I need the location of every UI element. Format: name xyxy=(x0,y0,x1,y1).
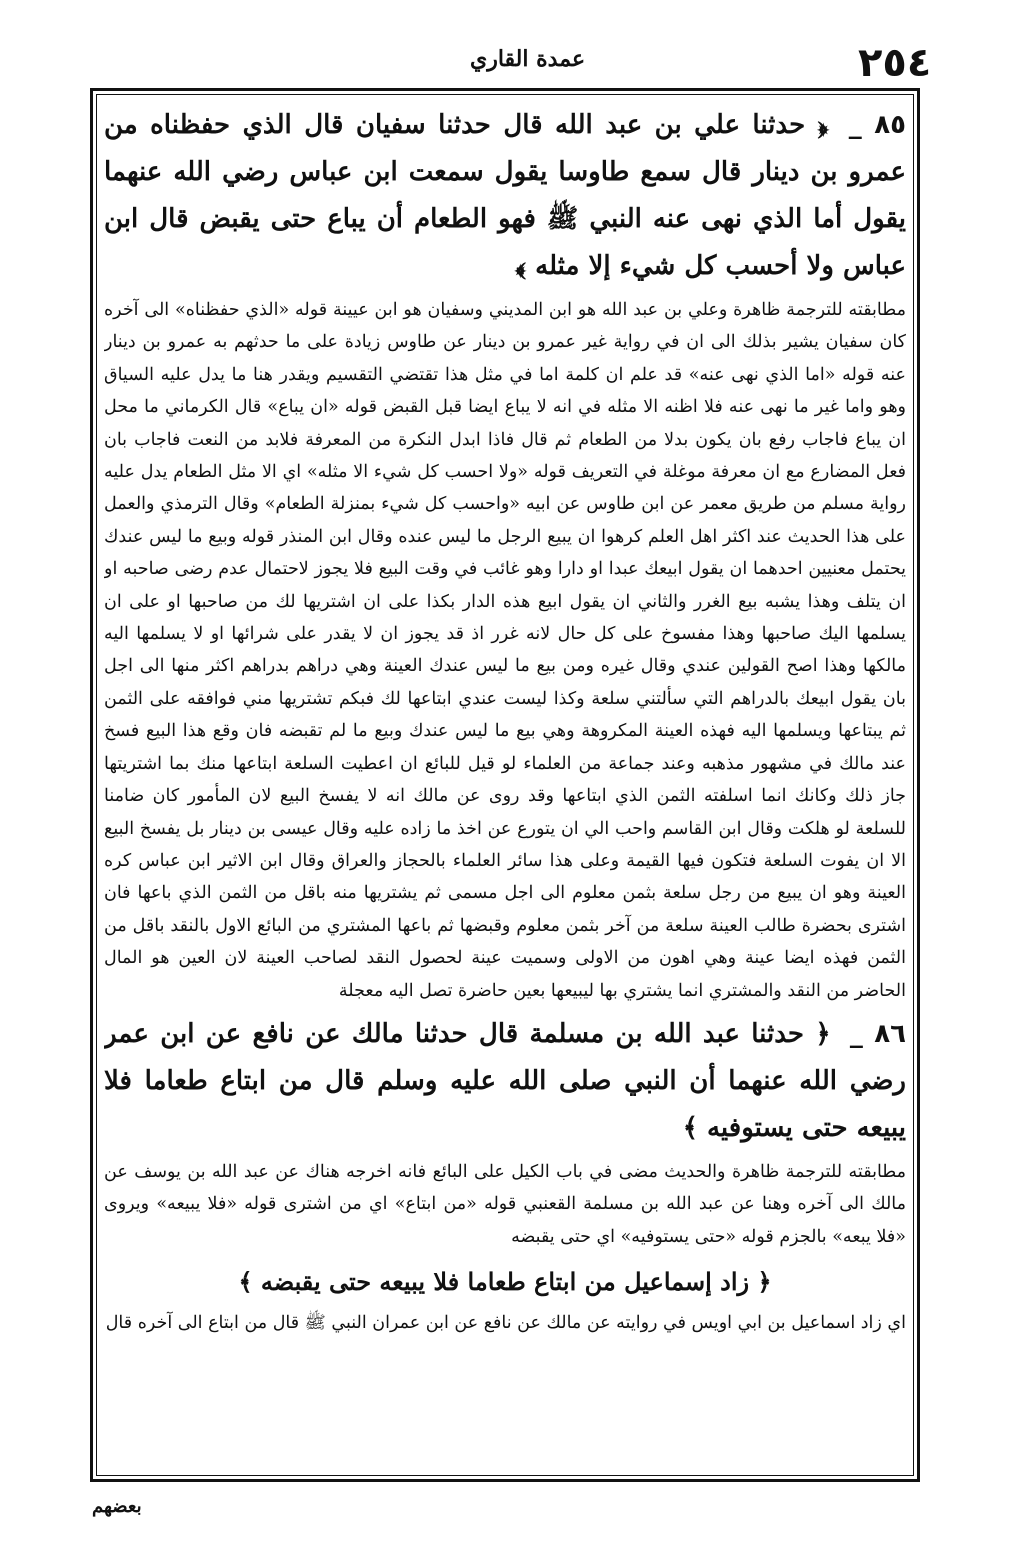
page-body xyxy=(104,102,906,1474)
hadith-85 xyxy=(104,102,906,290)
commentary-ziyada: اي زاد اسماعيل بن ابي اويس في روايته عن مالك عن نافع عن ابن عمران النبي ﷺ قال من ابتاع الى آخره قال xyxy=(105,1313,906,1334)
running-title: عمدة القاري xyxy=(470,46,586,72)
catchword: بعضهم xyxy=(92,1496,142,1517)
commentary-86: مطابقته للترجمة ظاهرة والحديث مضى في باب الكيل على البائع فانه اخرجه هناك عن عبد الله بن يوسف عن مالك الى آخره وهنا عن عبد الله بن مسلمة القعنبي قوله «من ابتاع» اي من اشترى قوله «فلا يبيعه» ويروى «فلا يبعه» بالجزم قوله «حتى يستوفيه» اي حتى يقبضه xyxy=(104,1161,906,1247)
hadith-number: ٨٦ _ xyxy=(849,1018,906,1049)
hadith-text: ﴿ حدثنا علي بن عبد الله قال حدثنا سفيان قال الذي حفظناه من عمرو بن دينار قال سمع طاوسا يقول سمعت ابن عباس رضي الله عنهما يقول أما الذي نهى عنه النبي ﷺ فهو الطعام أن يباع حتى يقبض قال ابن عباس ولا أحسب كل شيء إلا مثله ﴾ xyxy=(104,110,906,281)
hadith-text: ﴿ حدثنا عبد الله بن مسلمة قال حدثنا مالك عن نافع عن ابن عمر رضي الله عنهما أن النبي صلى الله عليه وسلم قال من ابتاع طعاما فلا يبيعه حتى يستوفيه ﴾ xyxy=(104,1018,906,1143)
page-number: ٢٥٤ xyxy=(858,40,932,86)
hadith-number: ٨٥ _ xyxy=(848,110,906,140)
commentary-85: مطابقته للترجمة ظاهرة وعلي بن عبد الله هو ابن المديني وسفيان هو ابن عيينة قوله «الذي حفظناه» الى آخره كان سفيان يشير بذلك الى ان في رواية غير عمرو بن دينار عن طاوس زيادة على ما حدثهم به عمرو بن دينار عنه قوله «اما الذي نهى عنه» قد علم ان كلمة اما في مثل هذا تقتضي التقسيم ويقدر هنا ما يدل عليه السياق وهو واما غير ما نهى عنه فلا اظنه الا مثله في انه لا يباع ايضا قبل القبض قوله «ان يباع» قال الكرماني ما محل ان يباع فاجاب رفع بان يكون بدلا من الطعام ثم قال فاذا ابدل النكرة من المعرفة فلابد من النعت فاجاب بان فعل المضارع مع ان معرفة موغلة في التعريف قوله «ولا احسب كل شيء الا مثله» اي الا مثل الطعام يدل عليه رواية مسلم من طريق معمر عن ابن طاوس عن ابيه «واحسب كل شيء بمنزلة الطعام» وقال الترمذي والعمل على هذا الحديث عند اكثر اهل العلم كرهوا ان يبيع الرجل ما ليس عنده وقال ابن المنذر قوله وبيع ما ليس عندك يحتمل معنيين احدهما ان يقول ابيعك عبدا او دارا وهو غائب في وقت البيع فلا يجوز لاحتمال عدم رضى صاحبه او ان يتلف وهذا يشبه بيع الغرر والثاني ان يقول ابيع هذه الدار بكذا على ان اشتريها لك من صاحبها او على ان يسلمها اليك صاحبها وهذا مفسوخ على كل حال لانه غرر اذ قد يجوز ان لا يقدر على شرائها او لا يسلمها اليه مالكها وهذا اصح القولين عندي وقال غيره ومن بيع ما ليس عندك العينة وهي دراهم بدراهم اكثر منها الى اجل بان يقول ابيعك بالدراهم التي سألتني سلعة وكذا ليست عندي ابتاعها لك فبكم تشتريها مني فوافقه على الثمن ثم يبتاعها ويسلمها اليه فهذه العينة المكروهة وهي بيع ما ليس عندك وبيع ما لم تقبضه فان وقع هذا البيع فسخ عند مالك في مشهور مذهبه وعند جماعة من العلماء لو قيل للبائع ان اعطيت السلعة ابتاعها منك بما اشتريتها جاز ذلك وكانك انما اسلفته الثمن الذي ابتاعها وقد روى عن مالك انه لا يفسخ البيع لان المأمور كان ضامنا للسلعة لو هلكت وقال ابن القاسم واحب الي ان يتورع عن اخذ ما زاده عليه وقال عيسى بن دينار بل يفسخ البيع الا ان يفوت السلعة فتكون فيها القيمة وعلى هذا سائر العلماء بالحجاز والعراق وقال ابن الاثير ابن عباس كره العينة وهو ان يبيع من رجل سلعة بثمن معلوم الى اجل مسمى ثم يشتريها منه باقل من الثمن الذي باعها فان اشترى بحضرة طالب العينة سلعة من آخر بثمن معلوم وقبضها ثم باعها المشتري من البائع الاول بالنقد باقل من الثمن فهذه ايضا عينة وهي اهون من الاولى وسميت عينة لحصول النقد لصاحب العينة لان العين هو المال الحاضر من النقد والمشتري انما يشتري بها ليبيعها بعين حاضرة تصل اليه معجلة xyxy=(104,300,906,1001)
hadith-86 xyxy=(104,1011,906,1152)
ziyada-line: ﴿ زاد إسماعيل من ابتاع طعاما فلا يبيعه حتى يقبضه ﴾ xyxy=(238,1267,772,1297)
page-header xyxy=(0,40,1027,90)
